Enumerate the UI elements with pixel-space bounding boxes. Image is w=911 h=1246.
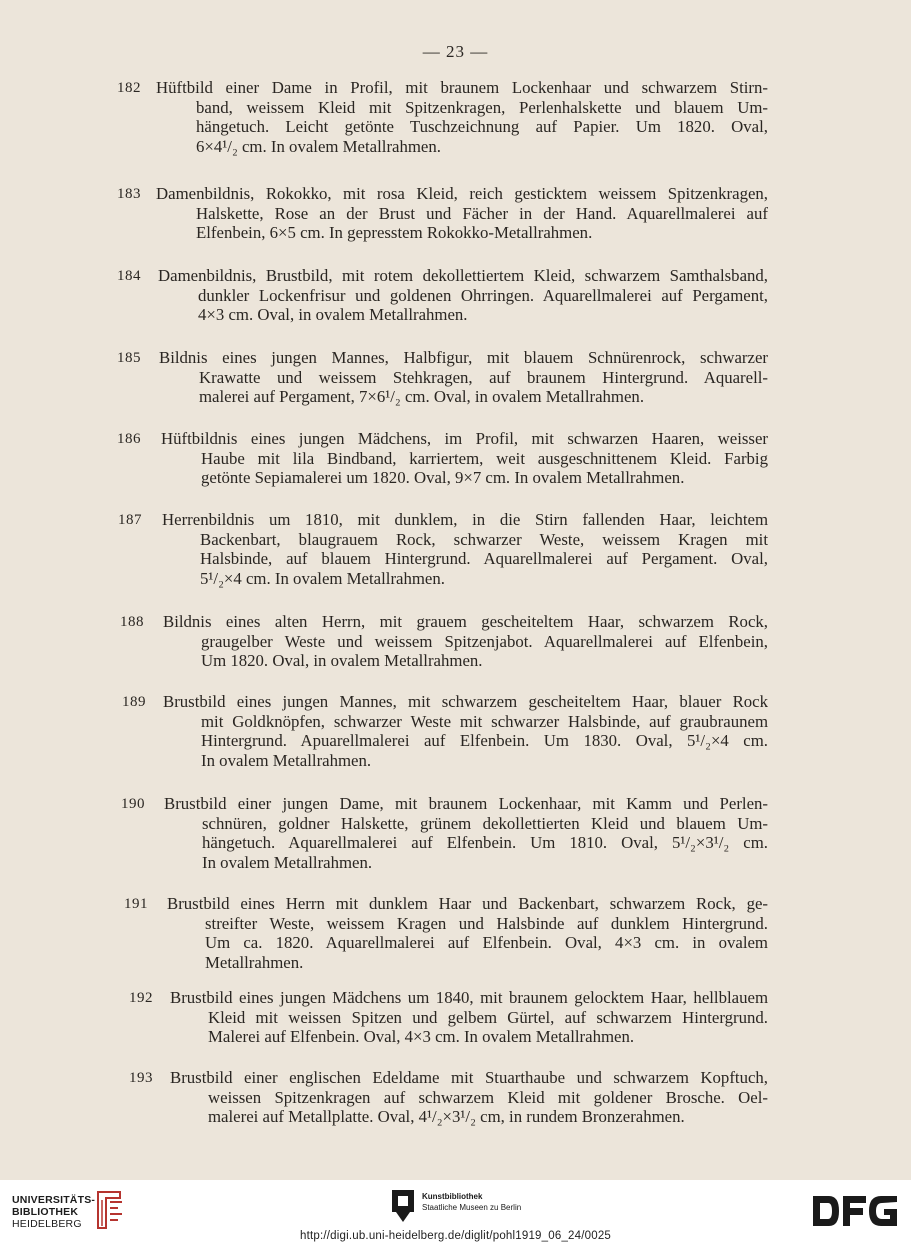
entry-number: 182 (117, 80, 141, 96)
dfg-logo (811, 1194, 899, 1228)
entry-number: 189 (122, 694, 146, 710)
kunstbibliothek-icon (392, 1190, 414, 1222)
entry-number: 185 (117, 350, 141, 366)
entry-text (0, 612, 911, 671)
entry-line: malerei auf Metallplatte. Oval, 4¹/₂×3¹/₂ cm, in rundem Bronzerahmen. (208, 1107, 685, 1127)
entry-line: Brustbild eines jungen Mädchens um 1840, mit braunem gelocktem Haar, hellblauem (170, 988, 768, 1007)
entry-number: 184 (117, 268, 141, 284)
entry-line: graugelber Weste und weissem Spitzenjabot. Aquarellmalerei auf Elfenbein, (201, 631, 768, 651)
entry-text (0, 429, 911, 488)
entry-line: schnüren, goldner Halskette, grünem dekollettierten Kleid und blauem Um- (202, 813, 768, 833)
entry-text (0, 266, 911, 325)
entry-line: Halskette, Rose an der Brust und Fächer in der Hand. Aquarellmalerei auf (196, 203, 768, 223)
entry-line: Brustbild eines jungen Mannes, mit schwarzem gescheiteltem Haar, blauer Rock (163, 692, 768, 711)
entry-line: Bildnis eines alten Herrn, mit grauem gescheiteltem Haar, schwarzem Rock, (163, 612, 768, 631)
entry-line: 4×3 cm. Oval, in ovalem Metallrahmen. (198, 305, 468, 325)
entry-line: Backenbart, blaugrauem Rock, schwarzer Weste, weissem Kragen mit (200, 529, 768, 549)
entry-text (0, 348, 911, 407)
entry-line: dunkler Lockenfrisur und goldenen Ohrringen. Aquarellmalerei auf Pergament, (198, 285, 768, 305)
entry-text (0, 1068, 911, 1127)
entry-line: band, weissem Kleid mit Spitzenkragen, Perlenhalskette und blauem Um- (196, 97, 768, 117)
entry-text (0, 692, 911, 770)
ub-heidelberg-wordmark (12, 1194, 95, 1230)
entry-number: 187 (118, 512, 142, 528)
entry-number: 183 (117, 186, 141, 202)
ub-line-1: UNIVERSITÄTS- (12, 1194, 96, 1206)
ub-heidelberg-logo-icon (92, 1188, 126, 1232)
entry-line: In ovalem Metallrahmen. (202, 852, 373, 872)
entry-line: In ovalem Metallrahmen. (201, 750, 372, 770)
entry-text (0, 184, 911, 243)
entry-line: Metallrahmen. (205, 952, 304, 972)
digitization-footer (0, 1180, 911, 1246)
entry-line: streifter Weste, weissem Kragen und Halsbinde auf dunklem Hintergrund. (205, 913, 768, 933)
entry-line: Hintergrund. Apuarellmalerei auf Elfenbein. Um 1830. Oval, 5¹/₂×4 cm. (201, 731, 768, 751)
entry-number: 192 (129, 990, 153, 1006)
entry-text (0, 794, 911, 872)
ub-line-3: HEIDELBERG (12, 1218, 82, 1230)
entry-line: Kleid mit weissen Spitzen und gelbem Gürtel, auf schwarzem Hintergrund. (208, 1007, 768, 1027)
entry-line: Brustbild eines Herrn mit dunklem Haar und Backenbart, schwarzem Rock, ge- (167, 894, 768, 913)
entry-line: Bildnis eines jungen Mannes, Halbfigur, mit blauem Schnürenrock, schwarzer (159, 348, 768, 367)
kb-line-2: Staatliche Museen zu Berlin (422, 1203, 522, 1212)
entry-number: 193 (129, 1070, 153, 1086)
entry-line: Damenbildnis, Rokokko, mit rosa Kleid, reich gesticktem weissem Spitzenkragen, (156, 184, 768, 203)
entry-number: 186 (117, 431, 141, 447)
entry-line: Malerei auf Elfenbein. Oval, 4×3 cm. In ovalem Metallrahmen. (208, 1027, 635, 1047)
kunstbibliothek-text (422, 1191, 521, 1213)
entry-line: Um 1820. Oval, in ovalem Metallrahmen. (201, 651, 483, 671)
entry-line: hängetuch. Aquarellmalerei auf Elfenbein. Um 1810. Oval, 5¹/₂×3¹/₂ cm. (202, 833, 768, 853)
entry-line: Hüftbild einer Dame in Profil, mit braunem Lockenhaar und schwarzem Stirn- (156, 78, 768, 97)
entry-number: 191 (124, 896, 148, 912)
page-number: — 23 — (422, 42, 489, 61)
entry-number: 190 (121, 796, 145, 812)
entry-line: Damenbildnis, Brustbild, mit rotem dekollettiertem Kleid, schwarzem Samthalsband, (158, 266, 768, 285)
entry-text (0, 988, 911, 1047)
entry-line: weissen Spitzenkragen auf schwarzem Kleid mit goldener Brosche. Oel- (208, 1087, 768, 1107)
kb-line-1: Kunstbibliothek (422, 1192, 483, 1201)
entry-line: Hüftbildnis eines jungen Mädchens, im Profil, mit schwarzen Haaren, weisser (161, 429, 768, 448)
source-url[interactable]: http://digi.ub.uni-heidelberg.de/diglit/pohl1919_06_24/0025 (299, 1230, 612, 1242)
entry-line: 5¹/₂×4 cm. In ovalem Metallrahmen. (200, 568, 445, 588)
entry-text (0, 510, 911, 588)
entry-line: malerei auf Pergament, 7×6¹/₂ cm. Oval, in ovalem Metallrahmen. (199, 387, 645, 407)
entry-text (0, 78, 911, 156)
entry-line: Halsbinde, auf blauem Hintergrund. Aquarellmalerei auf Pergament. Oval, (200, 549, 768, 569)
entry-number: 188 (120, 614, 144, 630)
entry-text (0, 894, 911, 972)
ub-line-2: BIBLIOTHEK (12, 1206, 79, 1218)
entry-line: Krawatte und weissem Stehkragen, auf braunem Hintergrund. Aquarell- (199, 367, 768, 387)
entry-line: 6×4¹/₂ cm. In ovalem Metallrahmen. (196, 136, 441, 156)
entry-line: Haube mit lila Bindband, karriertem, weit ausgeschnittenem Kleid. Farbig (201, 448, 768, 468)
entry-line: hängetuch. Leicht getönte Tuschzeichnung auf Papier. Um 1820. Oval, (196, 117, 768, 137)
entry-line: Elfenbein, 6×5 cm. In gepresstem Rokokko-Metallrahmen. (196, 223, 593, 243)
entry-line: Herrenbildnis um 1810, mit dunklem, in die Stirn fallenden Haar, leichtem (162, 510, 768, 529)
entry-line: Brustbild einer englischen Edeldame mit Stuarthaube und schwarzem Kopftuch, (170, 1068, 768, 1087)
entry-line: Brustbild einer jungen Dame, mit braunem Lockenhaar, mit Kamm und Perlen- (164, 794, 768, 813)
entry-line: mit Goldknöpfen, schwarzer Weste mit schwarzer Halsbinde, auf graubraunem (201, 711, 768, 731)
entry-line: getönte Sepiamalerei um 1820. Oval, 9×7 cm. In ovalem Metallrahmen. (201, 468, 685, 488)
entry-line: Um ca. 1820. Aquarellmalerei auf Elfenbein. Oval, 4×3 cm. in ovalem (205, 933, 768, 953)
